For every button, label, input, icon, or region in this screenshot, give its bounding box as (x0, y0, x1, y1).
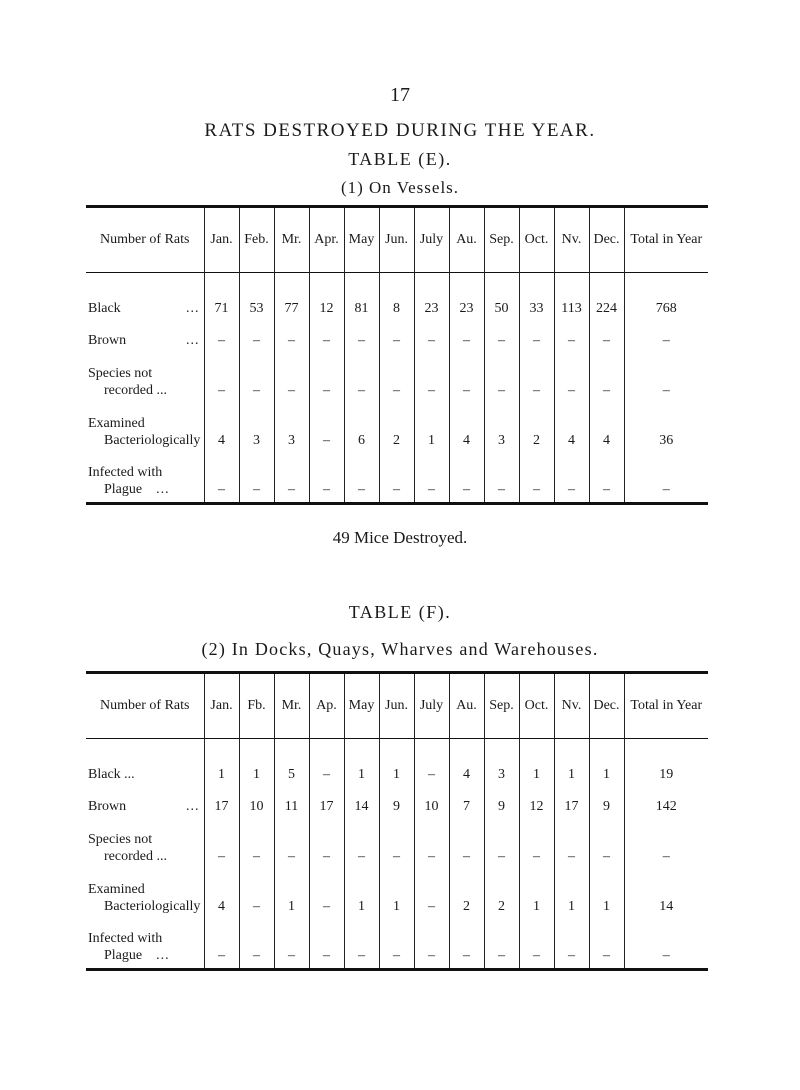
month-cell: – (484, 819, 519, 869)
row-label (86, 321, 204, 353)
row-label-dots: ... (156, 481, 170, 497)
month-cell: – (204, 819, 239, 869)
month-cell: – (204, 919, 239, 969)
month-cell: 2 (484, 869, 519, 919)
row-label-text: Examined (88, 416, 145, 431)
header-month: Nv. (554, 207, 589, 273)
row-label-text: Infected with (88, 930, 163, 946)
header-month: July (414, 207, 449, 273)
table-row (86, 869, 708, 919)
month-cell: 6 (344, 403, 379, 453)
month-cell: 1 (344, 753, 379, 787)
table-f (86, 671, 708, 971)
row-label-subtext: recorded ... (104, 849, 167, 864)
header-month: Dec. (589, 207, 624, 273)
month-cell: 9 (379, 787, 414, 819)
total-cell: 36 (624, 403, 708, 453)
month-cell: – (449, 321, 484, 353)
month-cell: – (274, 453, 309, 503)
total-cell: 768 (624, 287, 708, 321)
row-label-subtext: Plague (104, 947, 143, 963)
table-row (86, 919, 708, 969)
month-cell: – (519, 819, 554, 869)
row-label-subtext: Plague (104, 481, 143, 497)
month-cell: 7 (449, 787, 484, 819)
header-month: Jun. (379, 673, 414, 739)
row-label (86, 869, 204, 919)
month-cell: – (589, 819, 624, 869)
header-month: Jan. (204, 673, 239, 739)
month-cell: 1 (204, 753, 239, 787)
month-cell: 71 (204, 287, 239, 321)
month-cell: – (414, 869, 449, 919)
month-cell: – (414, 819, 449, 869)
month-cell: – (204, 353, 239, 403)
month-cell: – (379, 919, 414, 969)
month-cell: 53 (239, 287, 274, 321)
month-cell: 1 (589, 753, 624, 787)
total-cell: – (624, 453, 708, 503)
month-cell: – (554, 919, 589, 969)
month-cell: – (239, 453, 274, 503)
month-cell: 113 (554, 287, 589, 321)
month-cell: – (309, 403, 344, 453)
row-label-text: Species not (88, 366, 153, 381)
month-cell: 4 (449, 753, 484, 787)
row-label-text: Black ... (88, 767, 135, 782)
month-cell: 10 (239, 787, 274, 819)
month-cell: – (379, 819, 414, 869)
row-label-subtext: recorded ... (104, 383, 167, 398)
header-total: Total in Year (624, 207, 708, 273)
total-cell: – (624, 819, 708, 869)
month-cell: 1 (274, 869, 309, 919)
row-label (86, 287, 204, 321)
month-cell: 3 (484, 753, 519, 787)
table-e-subtitle: (1) On Vessels. (340, 178, 460, 197)
row-label (86, 453, 204, 503)
month-cell: – (519, 919, 554, 969)
month-cell: – (239, 819, 274, 869)
month-cell: – (414, 753, 449, 787)
row-label (86, 753, 204, 787)
header-month: Mr. (274, 673, 309, 739)
month-cell: 4 (204, 869, 239, 919)
month-cell: 33 (519, 287, 554, 321)
month-cell: – (379, 453, 414, 503)
header-row (86, 207, 708, 273)
month-cell: 1 (519, 869, 554, 919)
month-cell: – (589, 453, 624, 503)
table-row (86, 787, 708, 819)
month-cell: – (344, 453, 379, 503)
month-cell: – (519, 453, 554, 503)
row-label-dots: ... (186, 333, 200, 348)
month-cell: 1 (239, 753, 274, 787)
month-cell: 1 (554, 753, 589, 787)
header-month: Dec. (589, 673, 624, 739)
month-cell: – (344, 353, 379, 403)
header-month: Jan. (204, 207, 239, 273)
month-cell: – (274, 321, 309, 353)
month-cell: 9 (484, 787, 519, 819)
month-cell: – (239, 353, 274, 403)
main-title: RATS DESTROYED DURING THE YEAR. (204, 120, 596, 141)
month-cell: 1 (554, 869, 589, 919)
row-label-dots: ... (156, 947, 170, 963)
month-cell: 10 (414, 787, 449, 819)
month-cell: – (449, 919, 484, 969)
month-cell: 5 (274, 753, 309, 787)
header-row (86, 673, 708, 739)
header-month: July (414, 673, 449, 739)
row-label-dots: ... (186, 301, 200, 316)
month-cell: 12 (519, 787, 554, 819)
header-month: May (344, 673, 379, 739)
month-cell: 2 (519, 403, 554, 453)
month-cell: – (309, 353, 344, 403)
month-cell: 2 (379, 403, 414, 453)
month-cell: 4 (589, 403, 624, 453)
month-cell: 77 (274, 287, 309, 321)
row-label (86, 919, 204, 969)
month-cell: 1 (414, 403, 449, 453)
row-label (86, 403, 204, 453)
month-cell: – (309, 453, 344, 503)
month-cell: – (414, 321, 449, 353)
header-month: Apr. (309, 207, 344, 273)
month-cell: – (414, 453, 449, 503)
month-cell: 11 (274, 787, 309, 819)
month-cell: – (554, 353, 589, 403)
header-number-of-rats: Number of Rats (100, 232, 190, 247)
table-f-subtitle: (2) In Docks, Quays, Wharves and Warehouses. (201, 639, 599, 659)
month-cell: – (519, 353, 554, 403)
month-cell: 50 (484, 287, 519, 321)
month-cell: – (449, 453, 484, 503)
month-cell: 23 (449, 287, 484, 321)
month-cell: 17 (204, 787, 239, 819)
month-cell: 224 (589, 287, 624, 321)
total-cell: 142 (624, 787, 708, 819)
header-month: Fb. (239, 673, 274, 739)
month-cell: – (484, 321, 519, 353)
row-label (86, 787, 204, 819)
month-cell: 12 (309, 287, 344, 321)
month-cell: – (484, 919, 519, 969)
row-label (86, 353, 204, 403)
total-cell: – (624, 321, 708, 353)
header-month: May (344, 207, 379, 273)
month-cell: 4 (554, 403, 589, 453)
header-month: Sep. (484, 207, 519, 273)
month-cell: – (519, 321, 554, 353)
row-label (86, 819, 204, 869)
total-cell: 19 (624, 753, 708, 787)
header-month: Mr. (274, 207, 309, 273)
header-number-of-rats: Number of Rats (100, 698, 190, 713)
month-cell: 17 (309, 787, 344, 819)
header-total: Total in Year (624, 673, 708, 739)
month-cell: – (484, 353, 519, 403)
month-cell: – (414, 353, 449, 403)
month-cell: 3 (239, 403, 274, 453)
month-cell: – (309, 321, 344, 353)
month-cell: 3 (274, 403, 309, 453)
table-row (86, 353, 708, 403)
month-cell: 3 (484, 403, 519, 453)
month-cell: 17 (554, 787, 589, 819)
month-cell: – (204, 321, 239, 353)
month-cell: – (204, 453, 239, 503)
header-month: Jun. (379, 207, 414, 273)
month-cell: 1 (589, 869, 624, 919)
month-cell: – (589, 321, 624, 353)
row-label-text: Brown (88, 799, 127, 814)
month-cell: 1 (519, 753, 554, 787)
total-cell: – (624, 919, 708, 969)
month-cell: 1 (344, 869, 379, 919)
month-cell: 4 (204, 403, 239, 453)
row-label-text: Species not (88, 832, 153, 847)
row-label-text: Brown (88, 333, 127, 348)
month-cell: 23 (414, 287, 449, 321)
row-label-subtext: Bacteriologically (104, 899, 201, 914)
month-cell: – (309, 819, 344, 869)
month-cell: – (239, 321, 274, 353)
row-label-dots: ... (186, 799, 200, 814)
month-cell: – (309, 919, 344, 969)
table-row (86, 453, 708, 503)
header-month: Oct. (519, 207, 554, 273)
month-cell: 14 (344, 787, 379, 819)
header-month: Feb. (239, 207, 274, 273)
row-label-text: Black (88, 301, 121, 316)
month-cell: 81 (344, 287, 379, 321)
page-number: 17 (390, 84, 410, 106)
month-cell: – (239, 919, 274, 969)
month-cell: – (309, 753, 344, 787)
row-label-subtext: Bacteriologically (104, 433, 201, 448)
month-cell: – (274, 819, 309, 869)
month-cell: – (274, 919, 309, 969)
month-cell: 1 (379, 753, 414, 787)
table-row (86, 287, 708, 321)
month-cell: – (484, 453, 519, 503)
month-cell: – (449, 353, 484, 403)
month-cell: – (589, 919, 624, 969)
month-cell: 9 (589, 787, 624, 819)
month-cell: – (344, 919, 379, 969)
total-cell: 14 (624, 869, 708, 919)
row-label-text: Examined (88, 882, 145, 897)
mice-destroyed-note: 49 Mice Destroyed. (332, 528, 468, 547)
month-cell: – (344, 819, 379, 869)
month-cell: – (379, 321, 414, 353)
month-cell: – (589, 353, 624, 403)
month-cell: – (274, 353, 309, 403)
month-cell: – (239, 869, 274, 919)
month-cell: – (379, 353, 414, 403)
month-cell: – (554, 321, 589, 353)
row-label-text: Infected with (88, 464, 163, 480)
month-cell: – (554, 819, 589, 869)
header-month: Nv. (554, 673, 589, 739)
table-row (86, 403, 708, 453)
month-cell: 1 (379, 869, 414, 919)
header-month: Ap. (309, 673, 344, 739)
table-row (86, 753, 708, 787)
table-e (86, 205, 708, 505)
month-cell: – (309, 869, 344, 919)
month-cell: – (449, 819, 484, 869)
table-row (86, 321, 708, 353)
table-row (86, 819, 708, 869)
header-month: Oct. (519, 673, 554, 739)
table-f-title: TABLE (F). (348, 602, 452, 622)
month-cell: – (414, 919, 449, 969)
header-month: Au. (449, 207, 484, 273)
month-cell: 4 (449, 403, 484, 453)
header-month: Au. (449, 673, 484, 739)
month-cell: 2 (449, 869, 484, 919)
table-e-title: TABLE (E). (348, 149, 452, 169)
total-cell: – (624, 353, 708, 403)
month-cell: – (554, 453, 589, 503)
month-cell: 8 (379, 287, 414, 321)
header-month: Sep. (484, 673, 519, 739)
month-cell: – (344, 321, 379, 353)
